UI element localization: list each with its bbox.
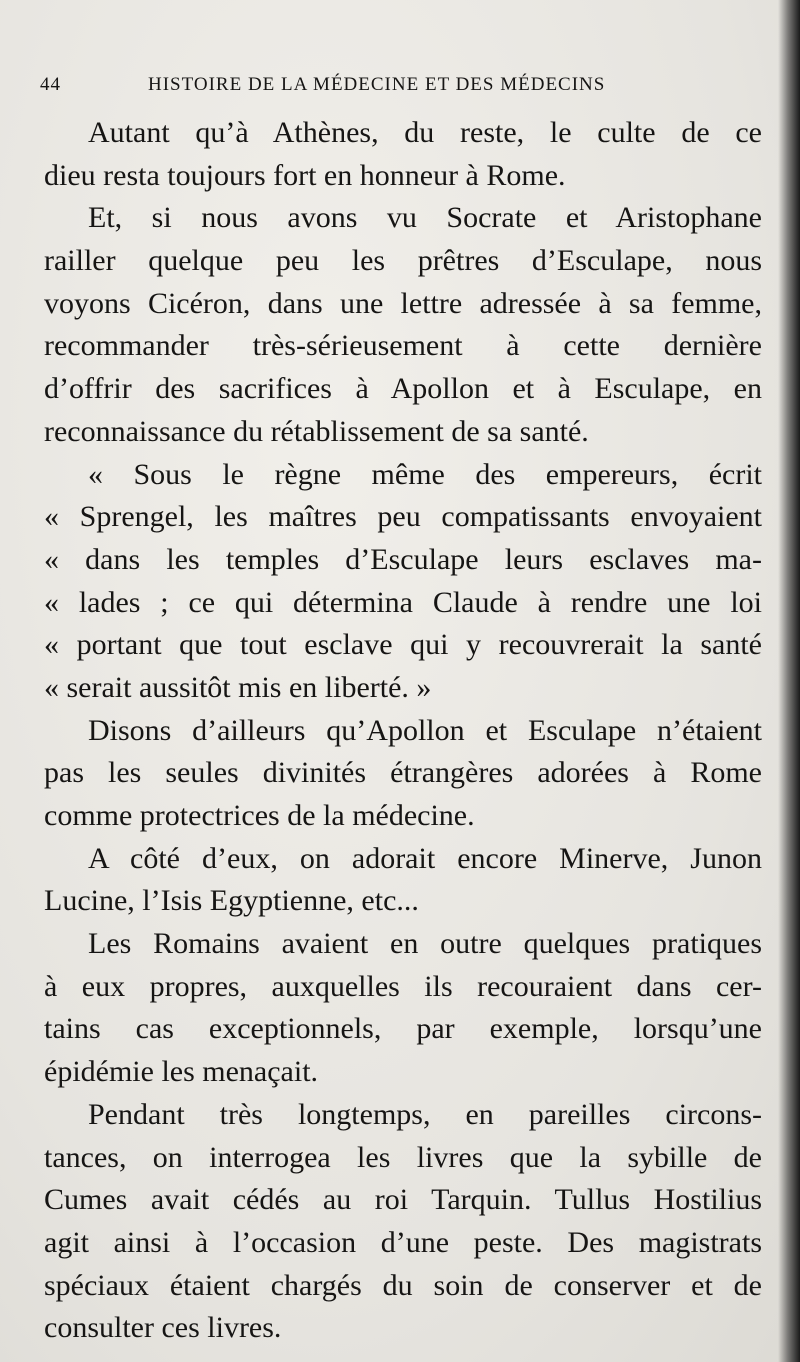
text-line: A côté d’eux, on adorait encore Minerve, Junon bbox=[88, 841, 762, 875]
quote-line: « portant que tout esclave qui y recouvrerait la santé bbox=[44, 628, 762, 662]
text-line: voyons Cicéron, dans une lettre adressée à sa femme, bbox=[44, 286, 762, 320]
text-line: Disons d’ailleurs qu’Apollon et Esculape n’étaient bbox=[88, 713, 762, 747]
page-number: 44 bbox=[40, 74, 61, 95]
text-line: d’offrir des sacrifices à Apollon et à Esculape, en bbox=[44, 372, 762, 406]
running-title: HISTOIRE DE LA MÉDECINE ET DES MÉDECINS bbox=[148, 74, 606, 95]
text-line: dieu resta toujours fort en honneur à Rome. bbox=[44, 158, 566, 192]
text-line: reconnaissance du rétablissement de sa santé. bbox=[44, 414, 589, 448]
text-line: épidémie les menaçait. bbox=[44, 1055, 319, 1089]
text-line: Les Romains avaient en outre quelques pratiques bbox=[88, 927, 762, 961]
body-text bbox=[44, 112, 762, 1350]
text-line: agit ainsi à l’occasion d’une peste. Des magistrats bbox=[44, 1225, 762, 1259]
text-line: pas les seules divinités étrangères adorées à Rome bbox=[44, 756, 762, 790]
text-line: recommander très-sérieusement à cette dernière bbox=[44, 329, 762, 363]
text-line: tances, on interrogea les livres que la sybille de bbox=[44, 1140, 762, 1174]
quote-line: « lades ; ce qui détermina Claude à rendre une loi bbox=[44, 585, 762, 619]
page-header bbox=[40, 74, 760, 104]
text-line: Pendant très longtemps, en pareilles circons- bbox=[88, 1097, 762, 1131]
text-line: railler quelque peu les prêtres d’Esculape, nous bbox=[44, 244, 762, 278]
text-line: Cumes avait cédés au roi Tarquin. Tullus Hostilius bbox=[44, 1183, 762, 1217]
text-line: à eux propres, auxquelles ils recouraient dans cer- bbox=[44, 969, 762, 1003]
text-line: Lucine, l’Isis Egyptienne, etc... bbox=[44, 884, 419, 918]
text-line: Et, si nous avons vu Socrate et Aristophane bbox=[88, 201, 762, 235]
quote-line: « dans les temples d’Esculape leurs esclaves ma- bbox=[44, 542, 762, 576]
text-line: Autant qu’à Athènes, du reste, le culte de ce bbox=[88, 116, 762, 149]
quote-line: « serait aussitôt mis en liberté. » bbox=[44, 670, 432, 704]
text-line: tains cas exceptionnels, par exemple, lorsqu’une bbox=[44, 1012, 762, 1046]
quote-line: « Sprengel, les maîtres peu compatissants envoyaient bbox=[44, 500, 762, 534]
text-line: spéciaux étaient chargés du soin de conserver et de bbox=[44, 1268, 762, 1302]
text-line: consulter ces livres. bbox=[44, 1311, 282, 1345]
page-edge-shadow bbox=[778, 0, 800, 1362]
quote-line: « Sous le règne même des empereurs, écrit bbox=[88, 457, 762, 491]
text-line: comme protectrices de la médecine. bbox=[44, 799, 475, 832]
